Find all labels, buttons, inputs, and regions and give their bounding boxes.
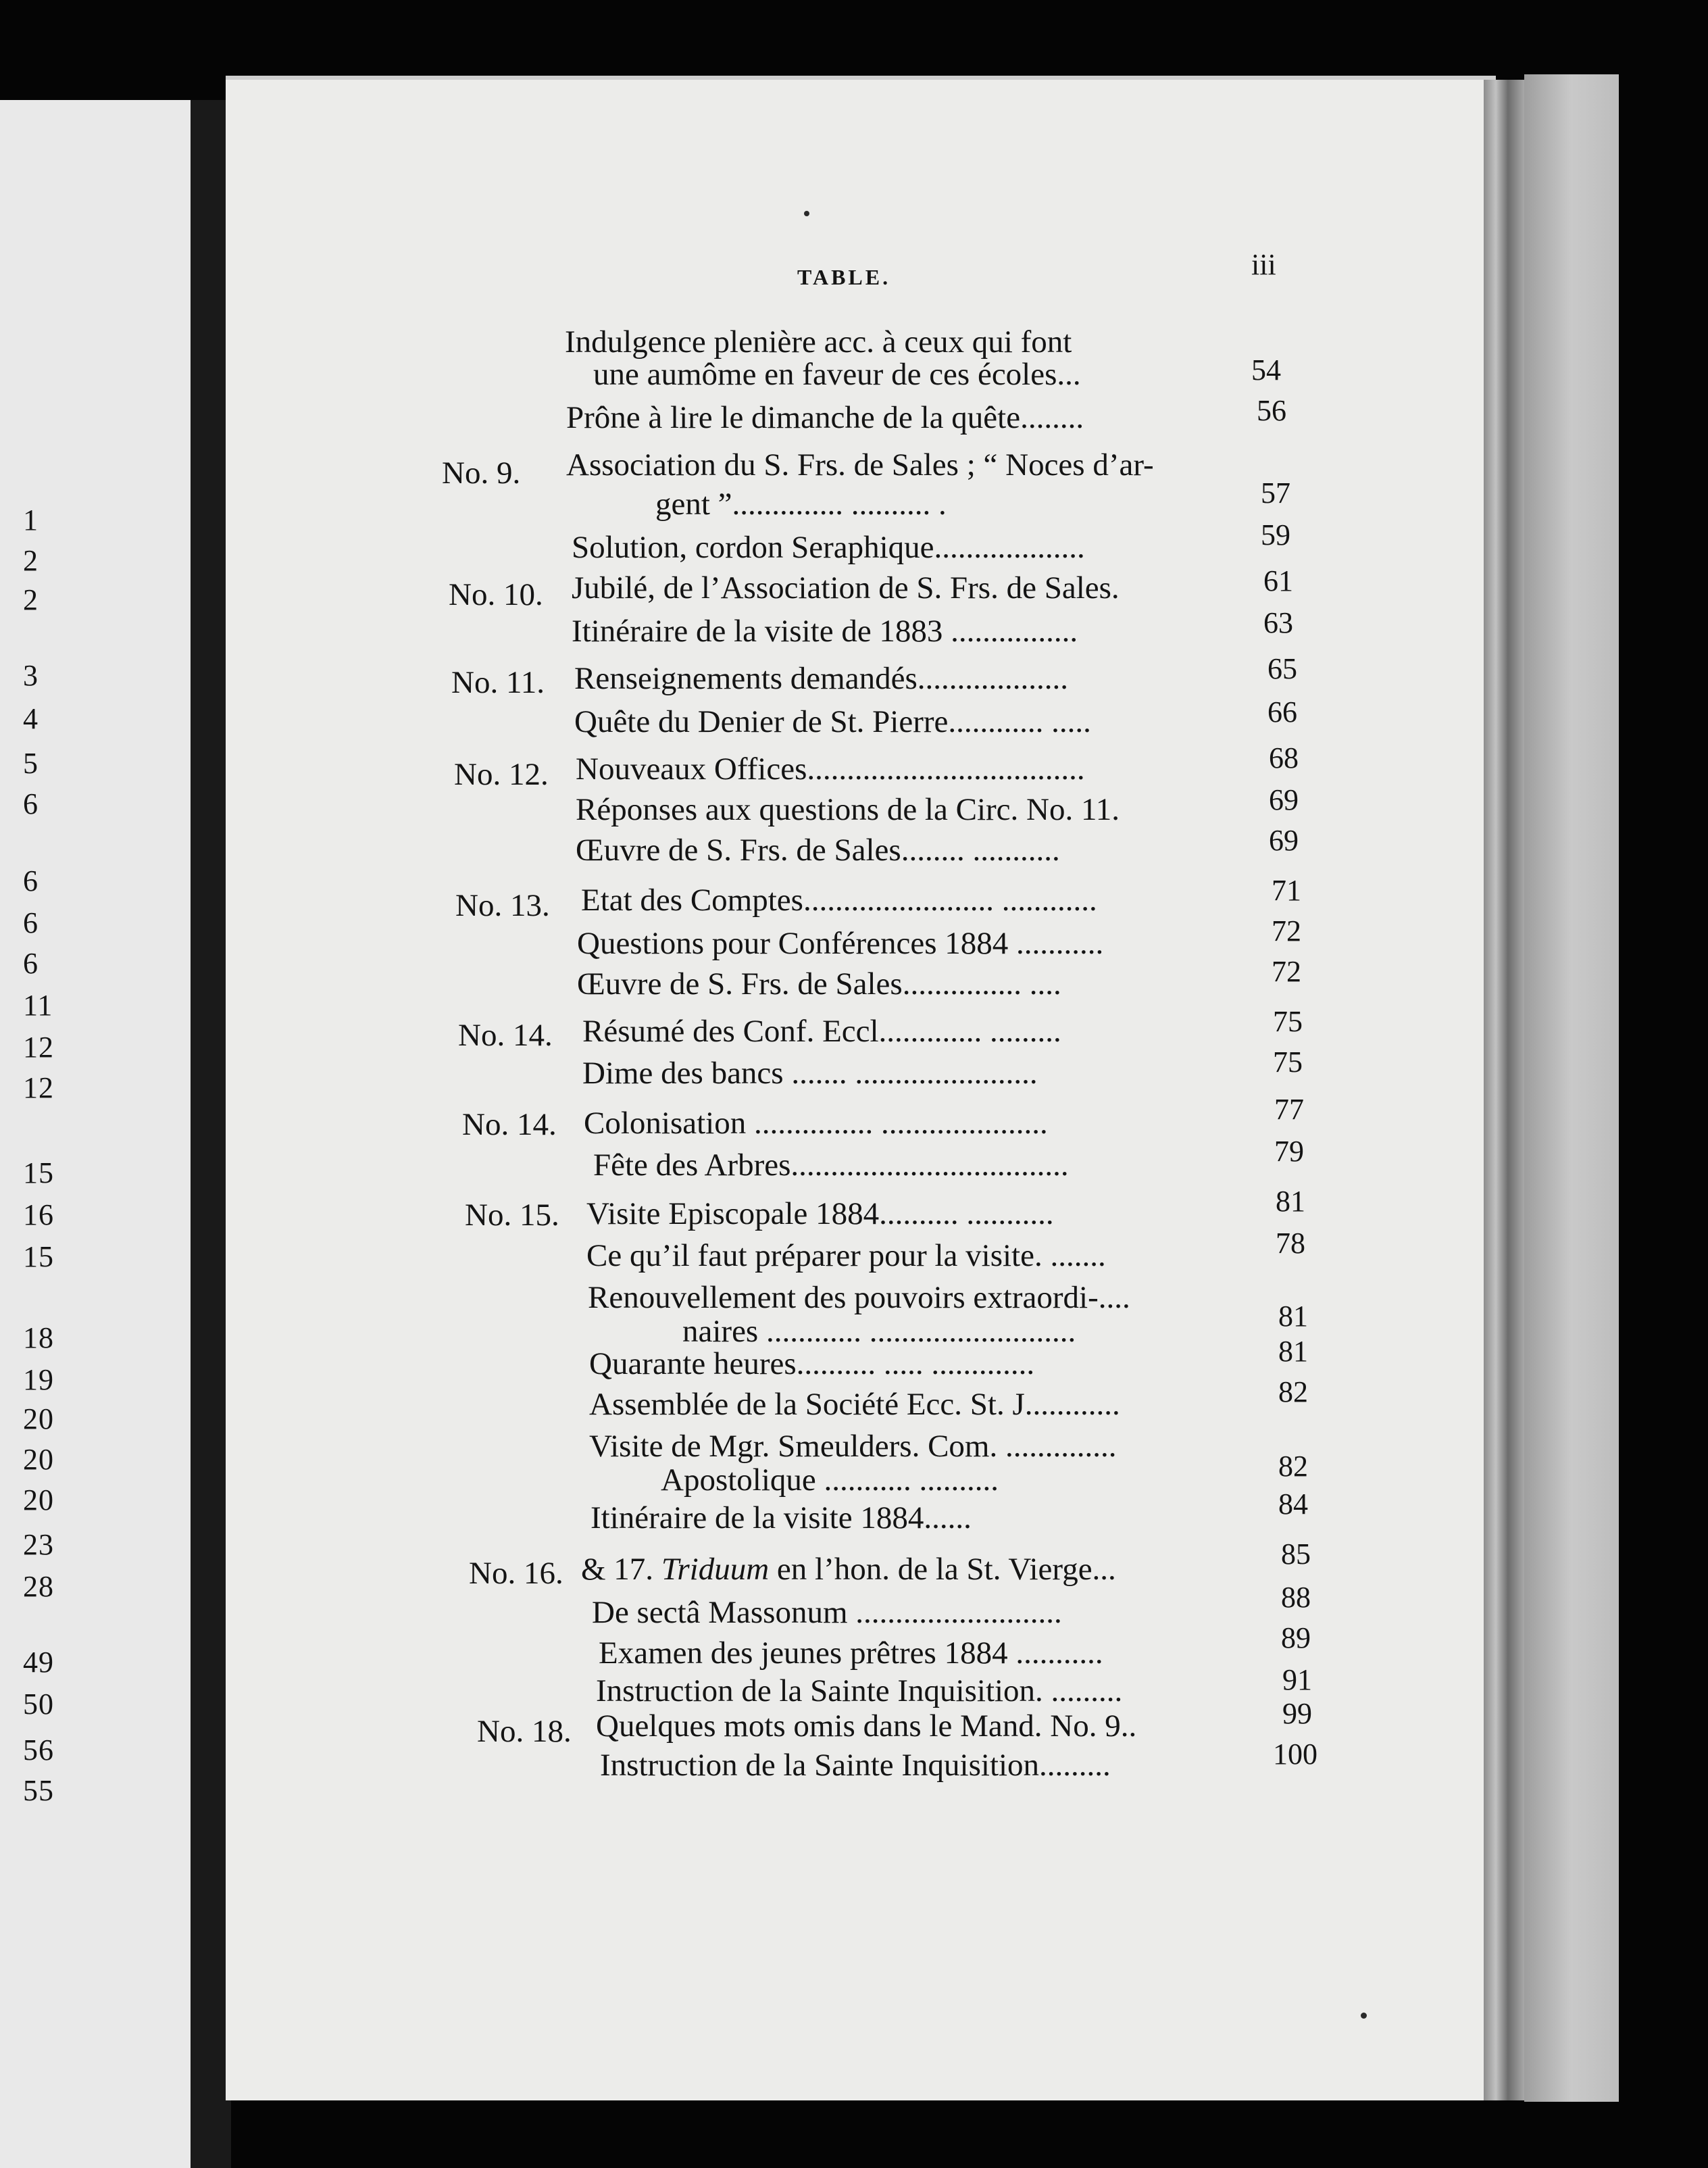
toc-entry-text: naires ............ .......................... [682, 1314, 1076, 1349]
left-page-number: 6 [23, 906, 39, 939]
toc-circular-number: No. 14. [458, 1018, 553, 1053]
page-folio: iii [1251, 248, 1276, 281]
toc-page-number: 82 [1278, 1450, 1308, 1483]
left-page-number: 56 [23, 1733, 54, 1767]
toc-page-number: 85 [1281, 1537, 1311, 1571]
print-speck [804, 211, 809, 216]
toc-entry-text: Association du S. Frs. de Sales ; “ Noces d’ar- [566, 447, 1154, 483]
toc-entry-text: Visite Episcopale 1884.......... ........... [586, 1196, 1054, 1231]
toc-entry-text: Prône à lire le dimanche de la quête........ [566, 400, 1084, 435]
toc-entry-text: Jubilé, de l’Association de S. Frs. de Sales. [572, 570, 1120, 606]
toc-circular-number: No. 9. [442, 455, 521, 491]
toc-circular-number: No. 10. [449, 577, 543, 612]
left-page-number: 49 [23, 1646, 54, 1679]
left-page-number: 6 [23, 864, 39, 897]
left-page-number: 18 [23, 1321, 54, 1354]
toc-entry-italic: Triduum [661, 1552, 770, 1587]
toc-entry-text: Questions pour Conférences 1884 ........... [577, 926, 1104, 961]
toc-entry-text: Quelques mots omis dans le Mand. No. 9.. [596, 1708, 1137, 1744]
left-page-number: 6 [23, 787, 39, 820]
toc-page-number: 77 [1274, 1093, 1304, 1126]
toc-entry-text: Itinéraire de la visite 1884...... [591, 1500, 972, 1535]
toc-page-number: 89 [1281, 1621, 1311, 1654]
toc-circular-number: No. 14. [462, 1107, 557, 1142]
toc-page-number: 75 [1273, 1005, 1303, 1038]
toc-entry-text: Colonisation ............... ..................... [584, 1106, 1048, 1141]
toc-entry-text: Nouveaux Offices................................... [576, 752, 1085, 787]
toc-entry-text: Résumé des Conf. Eccl............. ......... [582, 1014, 1061, 1049]
toc-page-number: 65 [1267, 652, 1297, 685]
toc-circular-number: No. 18. [477, 1714, 572, 1749]
toc-entry-text: Visite de Mgr. Smeulders. Com. .............. [589, 1429, 1117, 1464]
left-page-number-column [0, 100, 191, 2168]
toc-entry-text: une aumôme en faveur de ces écoles... [593, 357, 1081, 392]
left-page-number: 1 [23, 503, 39, 537]
toc-circular-number: No. 12. [454, 757, 549, 792]
toc-page-number: 61 [1263, 564, 1293, 597]
toc-entry-text: Instruction de la Sainte Inquisition......... [600, 1748, 1111, 1783]
left-page-number: 55 [23, 1774, 54, 1807]
toc-entry-text: Renseignements demandés................... [574, 661, 1068, 696]
toc-page-number: 63 [1263, 606, 1293, 639]
running-head: TABLE. [797, 265, 891, 289]
toc-page-number: 71 [1272, 874, 1301, 907]
toc-entry-text: Solution, cordon Seraphique................... [572, 530, 1085, 565]
toc-page-number: 88 [1281, 1581, 1311, 1614]
toc-page-number: 81 [1278, 1300, 1308, 1333]
toc-entry-text: Quarante heures.......... ..... ............. [589, 1346, 1035, 1381]
toc-page-number: 69 [1269, 783, 1299, 816]
toc-entry-text: Assemblée de la Société Ecc. St. J............ [589, 1387, 1120, 1422]
toc-page-number: 54 [1251, 353, 1281, 387]
toc-entry-text: Ce qu’il faut préparer pour la visite. ....... [586, 1238, 1106, 1273]
left-page-number: 20 [23, 1443, 54, 1476]
left-page-number: 4 [23, 702, 39, 735]
toc-entry-text [581, 1550, 1116, 1588]
toc-entry-text: Œuvre de S. Frs. de Sales............... .... [577, 966, 1061, 1002]
toc-entry-text: Œuvre de S. Frs. de Sales........ ........... [576, 833, 1060, 868]
left-page-number: 50 [23, 1687, 54, 1721]
left-page-number: 3 [23, 659, 39, 692]
toc-page-number: 82 [1278, 1375, 1308, 1408]
left-page-number: 16 [23, 1198, 54, 1231]
toc-page-number: 79 [1274, 1135, 1304, 1168]
left-page-number: 5 [23, 747, 39, 780]
left-page-number: 28 [23, 1570, 54, 1603]
left-page-number: 12 [23, 1071, 54, 1104]
left-page-number: 23 [23, 1528, 54, 1561]
toc-page-number: 75 [1273, 1045, 1303, 1079]
left-page-number: 20 [23, 1402, 54, 1435]
toc-entry-text: Fête des Arbres................................... [593, 1148, 1069, 1183]
left-page-number: 12 [23, 1031, 54, 1064]
toc-entry-suffix: en l’hon. de la St. Vierge... [769, 1552, 1116, 1587]
print-speck [1361, 2013, 1367, 2019]
left-page-number: 15 [23, 1156, 54, 1189]
toc-entry-prefix: & 17. [581, 1552, 661, 1587]
toc-page-number: 56 [1257, 394, 1286, 427]
toc-entry-text: Itinéraire de la visite de 1883 ................ [572, 614, 1078, 649]
toc-page-number: 99 [1282, 1697, 1312, 1730]
toc-entry-text: Etat des Comptes........................ ............ [581, 883, 1097, 918]
toc-entry-text: Dime des bancs ....... ....................... [582, 1056, 1038, 1091]
toc-page-number: 72 [1272, 955, 1301, 988]
left-page-number: 6 [23, 947, 39, 980]
toc-entry-text: gent ”.............. .......... . [655, 487, 947, 522]
toc-page-number: 57 [1261, 476, 1290, 510]
toc-entry-text: Réponses aux questions de la Circ. No. 11. [576, 792, 1120, 827]
toc-page-number: 91 [1282, 1663, 1312, 1696]
toc-page-number: 81 [1278, 1335, 1308, 1368]
left-facing-page [0, 100, 191, 2168]
toc-page-number: 59 [1261, 518, 1290, 551]
toc-entry-text: Renouvellement des pouvoirs extraordi-.... [588, 1280, 1130, 1315]
toc-page-number: 72 [1272, 914, 1301, 947]
toc-entry-text: Indulgence plenière acc. à ceux qui font [565, 324, 1072, 360]
toc-page-number: 84 [1278, 1487, 1308, 1521]
page-edge [1484, 80, 1524, 2100]
toc-entry-text: Examen des jeunes prêtres 1884 ........... [599, 1635, 1103, 1671]
toc-circular-number: No. 11. [451, 665, 545, 700]
left-page-number: 2 [23, 544, 39, 577]
toc-page-number: 69 [1269, 824, 1299, 857]
left-page-number: 15 [23, 1240, 54, 1273]
toc-page-number: 81 [1276, 1185, 1305, 1218]
scan-background [1619, 0, 1708, 2168]
toc-entry-text: Apostolique ........... .......... [661, 1462, 999, 1498]
toc-entry-text: Instruction de la Sainte Inquisition. ......... [596, 1673, 1123, 1708]
toc-entry-text: Quête du Denier de St. Pierre............ ..... [574, 704, 1091, 739]
back-cover-edge [1524, 74, 1619, 2102]
left-page-number: 19 [23, 1363, 54, 1396]
toc-page-number: 68 [1269, 741, 1299, 774]
toc-entry-text: De sectâ Massonum .......................... [592, 1595, 1062, 1630]
toc-page-number: 78 [1276, 1227, 1305, 1260]
left-page-number: 20 [23, 1483, 54, 1517]
toc-page-number: 100 [1273, 1738, 1317, 1771]
toc-page-number: 66 [1267, 695, 1297, 729]
left-page-number: 2 [23, 583, 39, 616]
left-page-number: 11 [23, 989, 53, 1022]
toc-circular-number: No. 15. [465, 1198, 559, 1233]
toc-circular-number: No. 16. [469, 1556, 563, 1591]
book-gutter [191, 100, 231, 2168]
toc-circular-number: No. 13. [455, 888, 550, 923]
